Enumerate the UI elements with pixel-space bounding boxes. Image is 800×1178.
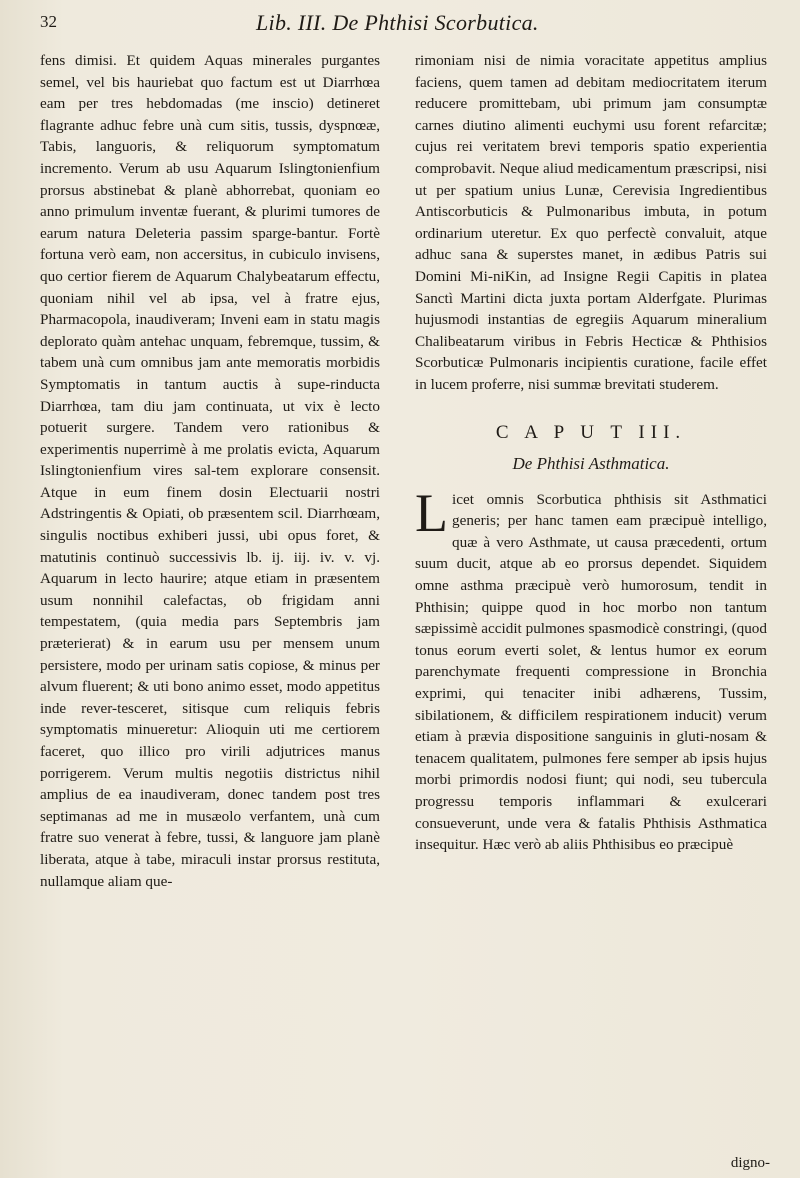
- running-head: [40, 6, 760, 46]
- chapter-heading: C A P U T III.: [495, 421, 687, 443]
- right-column-text-bottom: Licet omnis Scorbutica phthisis sit Asthmatici generis; per hanc tamen eam præcipuè intelligo, quæ à vero Asthmate, ut causa præcedenti, ortum suum ducit, atque ab eo prorsus dependet. Siquidem omne asthma præcipuè verò humorosum, tendit in Phthisin; quippe quod in hoc morbo non tantum sæpissimè accidit pulmones spasmodicè constringi, (quod tonus eorum everti solet, & lentus humor ex eorum parenchymate frequenti compressione in Bronchia exprimi, qui tenaciter inibi adhærens, Tussim, sibilationem, & difficilem respirationem inducit) verum etiam à prævia dispositione sanguinis in gluti-nosam & tenacem qualitatem, pulmones fere semper ab ipsis hujus morbi primordis nodosi fiunt; qui nodi, seu tubercula progressu temporis inflammari & exulcerari consueverunt, unde vera & fatalis Phthisis Asthmatica insequitur. Hæc verò ab aliis Phthisibus eo præcipuè: [415, 482, 767, 854]
- catchword: digno-: [730, 1155, 770, 1171]
- right-column: [415, 50, 767, 856]
- left-column: [40, 50, 380, 892]
- page-number: 32: [40, 12, 57, 31]
- right-column-text-top: rimoniam nisi de nimia voracitate appetitus amplius faciens, quem tamen ad debitam mediocritatem iterum reducere promittebam, ubi primum jam consumptæ carnes diutino alimenti euchymi usu forent refarcitæ; cujus rei veritatem brevi temporis spatio experientia comprobavit. Neque aliud medicamentum præscripsi, nisi ut per spatium unius Lunæ, Cerevisia Ingredientibus Antiscorbuticis & Pulmonaribus imbuta, in potum ordinarium uteretur. Ex quo perfectè convaluit, atque adhuc sana & superstes manet, in ædibus Patris sui Domini Mi-niKin, ad Insigne Regii Capitis in platea Sanctì Martini dicta juxta portam Alderfgate. Plurimas hujusmodi instantias de egregiis Aquarum mineralium Chalibeatarum viribus in Febris Hecticæ & Phthisios Scorbuticæ Pulmonaris incipientis curatione, facile effet in lucem proferre, nisi summæ brevitati studerem.: [415, 52, 767, 393]
- chapter-subtitle: De Phthisi Asthmatica.: [512, 454, 670, 474]
- left-column-text: fens dimisi. Et quidem Aquas minerales purgantes semel, vel bis hauriebat quo factum est ut Diarrhœa eam per tres hebdomadas (me inscio) detineret flagrante adhuc febre unà cum sitis, tussis, dyspnœæ, Tabis, languoris, & reliquorum symptomatum incremento. Verum ab usu Aquarum Islingtonienfium prorsus abstinebat & planè abhorrebat, quoniam eo anno primulum inventæ fuerant, & plurimi tumores de earum natura Deleteria passim sparge-bantur. Fortè fortuna verò eam, non accersitus, in cubiculo invisens, quo certior fierem de Aquarum Chalybeatarum effectu, quoniam nihil vel ab ipsa, vel à fratre ejus, Pharmacopola, inaudiveram; Inveni eam in statu magis deplorato quàm antehac unquam, febremque, tussim, & tabem unà cum omnibus jam ante memoratis morbidis Symptomatis in tantum auctis à supe-rinducta Diarrhœa, tam diu jam continuata, ut vix è lecto potuerit surgere. Tandem vero rationibus & experimentis nuperrimè à me prolatis evicta, Aquarum Islingtonienfium vires sal-tem explorare consensit. Atque in eum finem dosin Electuarii nostri Adstringentis & Opiati, ob præsentem scil. Diarrhœam, singulis noctibus exhiberi jussi, ubi opus foret, & matutinis continuò successivis lb. ij. iij. iv. v. vj. Aquarum in lecto haurire; atque etiam in præsentem usum nonnihil calefactas, ob frigidam anni tempestatem, (quia media pars Septembris jam præterierat) & in earum usu per mensem unum persistere, modo per urinam satis copiose, & minus per alvum fluerent; & uti bono animo esset, modo appetitus inde rever-tesceret, sitisque cum reliquis febris symptomatis minueretur: Alioquin uti me certiorem faceret, quo illico pro virili adjutrices manus porrigerem. Verum multis negotiis districtus nihil amplius de ea inaudiveram, donec tandem post tres septimanas ad me in musæolo verfantem, unà cum fratre suo venerat à febre, tussi, & languore jam planè liberata, atque à tabe, miraculi instar prorsus restituta, nullamque aliam que-: [40, 52, 380, 890]
- running-title: Lib. III. De Phthisi Scorbutica.: [256, 10, 539, 35]
